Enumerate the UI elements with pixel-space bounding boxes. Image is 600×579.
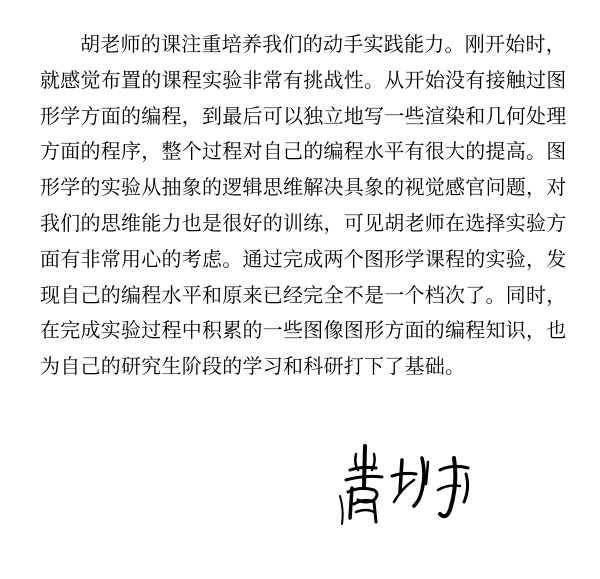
paragraph-line-8: 现自己的编程水平和原来已经完全不是一个档次了。同时，	[40, 282, 567, 307]
paragraph-line-7: 面有非常用心的考虑。通过完成两个图形学课程的实验，发	[40, 246, 567, 271]
paragraph-line-4: 方面的程序，整个过程对自己的编程水平有很大的提高。图	[40, 139, 567, 164]
handwritten-signature-icon	[330, 440, 480, 540]
paragraph-line-1: 胡老师的课注重培养我们的动手实践能力。刚开始时，	[80, 32, 566, 56]
testimonial-paragraph	[40, 27, 567, 385]
paragraph-line-5: 形学的实验从抽象的逻辑思维解决具象的视觉感官问题，对	[40, 175, 567, 200]
paragraph-line-6: 我们的思维能力也是很好的训练，可见胡老师在选择实验方	[40, 210, 567, 235]
paragraph-line-10: 为自己的研究生阶段的学习和科研打下了基础。	[40, 354, 466, 379]
paragraph-line-2: 就感觉布置的课程实验非常有挑战性。从开始没有接触过图	[40, 67, 567, 92]
paragraph-line-3: 形学方面的编程，到最后可以独立地写一些渲染和几何处理	[40, 103, 567, 128]
paragraph-line-9: 在完成实验过程中积累的一些图像图形方面的编程知识，也	[40, 318, 567, 343]
